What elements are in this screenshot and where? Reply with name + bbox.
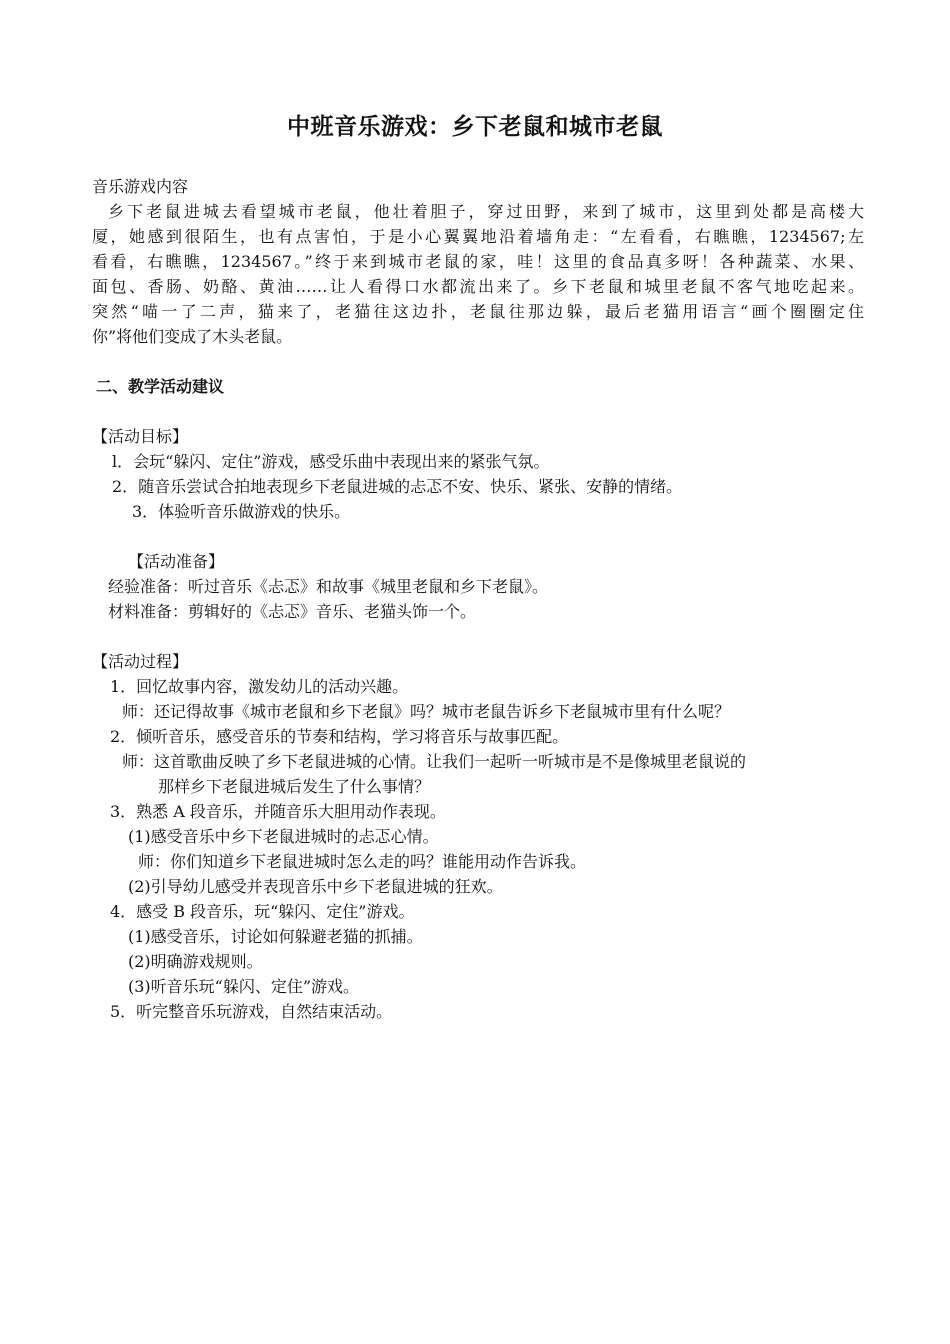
- process-line: (1)感受音乐中乡下老鼠进城时的忐忑心情。: [128, 827, 439, 846]
- process-line: 师：这首歌曲反映了乡下老鼠进城的心情。让我们一起听一听城市是不是像城里老鼠说的: [122, 752, 747, 771]
- process-line: (1)感受音乐，讨论如何躲避老猫的抓捕。: [128, 927, 423, 946]
- prep-heading: 【活动准备】: [128, 552, 225, 571]
- goal-item: 2．随音乐尝试合拍地表现乡下老鼠进城的忐忑不安、快乐、紧张、安静的情绪。: [112, 477, 683, 496]
- process-line: 2．倾听音乐，感受音乐的节奏和结构，学习将音乐与故事匹配。: [110, 727, 569, 746]
- process-line: 那样乡下老鼠进城后发生了什么事情？: [158, 777, 431, 796]
- intro-line: 面包、香肠、奶酪、黄油……让人看得口水都流出来了。乡下老鼠和城里老鼠不客气地吃起来。: [92, 277, 864, 296]
- process-line: 1．回忆故事内容，激发幼儿的活动兴趣。: [110, 677, 409, 696]
- intro-line: 你”将他们变成了木头老鼠。: [92, 327, 293, 346]
- intro-heading: 音乐游戏内容: [92, 177, 189, 196]
- process-line: 师：还记得故事《城市老鼠和乡下老鼠》吗？城市老鼠告诉乡下老鼠城市里有什么呢？: [122, 702, 731, 721]
- goal-item: 3．体验听音乐做游戏的快乐。: [132, 502, 351, 521]
- process-line: (2)明确游戏规则。: [128, 952, 263, 971]
- process-line: (3)听音乐玩“躲闪、定住”游戏。: [128, 977, 360, 996]
- intro-line: 乡下老鼠进城去看望城市老鼠，他壮着胆子，穿过田野，来到了城市，这里到处都是高楼大: [108, 202, 864, 221]
- process-heading: 【活动过程】: [92, 652, 189, 671]
- intro-line: 厦，她感到很陌生，也有点害怕，于是小心翼翼地沿着墙角走：“左看看，右瞧瞧，1234567;左: [92, 227, 864, 246]
- prep-item: 经验准备：听过音乐《忐忑》和故事《城里老鼠和乡下老鼠》。: [108, 577, 549, 596]
- process-line: 4．感受 B 段音乐，玩“躲闪、定住”游戏。: [110, 902, 415, 921]
- document-title: 中班音乐游戏：乡下老鼠和城市老鼠: [287, 114, 663, 140]
- process-line: (2)引导幼儿感受并表现音乐中乡下老鼠进城的狂欢。: [128, 877, 503, 896]
- process-line: 师：你们知道乡下老鼠进城时怎么走的吗？谁能用动作告诉我。: [138, 852, 587, 871]
- process-line: 5．听完整音乐玩游戏，自然结束活动。: [110, 1002, 393, 1021]
- prep-item: 材料准备：剪辑好的《忐忑》音乐、老猫头饰一个。: [108, 602, 477, 621]
- goal-item: l．会玩“躲闪、定住”游戏，感受乐曲中表现出来的紧张气氛。: [112, 452, 550, 471]
- intro-line: 看看，右瞧瞧，1234567。”终于来到城市老鼠的家，哇！这里的食品真多呀！各种蔬菜、水果、: [92, 252, 864, 271]
- intro-line: 突然“喵一了二声，猫来了，老猫往这边扑，老鼠往那边躲，最后老猫用语言“画个圈圈定住: [92, 302, 864, 321]
- process-line: 3．熟悉 A 段音乐，并随音乐大胆用动作表现。: [110, 802, 446, 821]
- goals-heading: 【活动目标】: [92, 427, 189, 446]
- section-heading: 二、教学活动建议: [96, 377, 225, 396]
